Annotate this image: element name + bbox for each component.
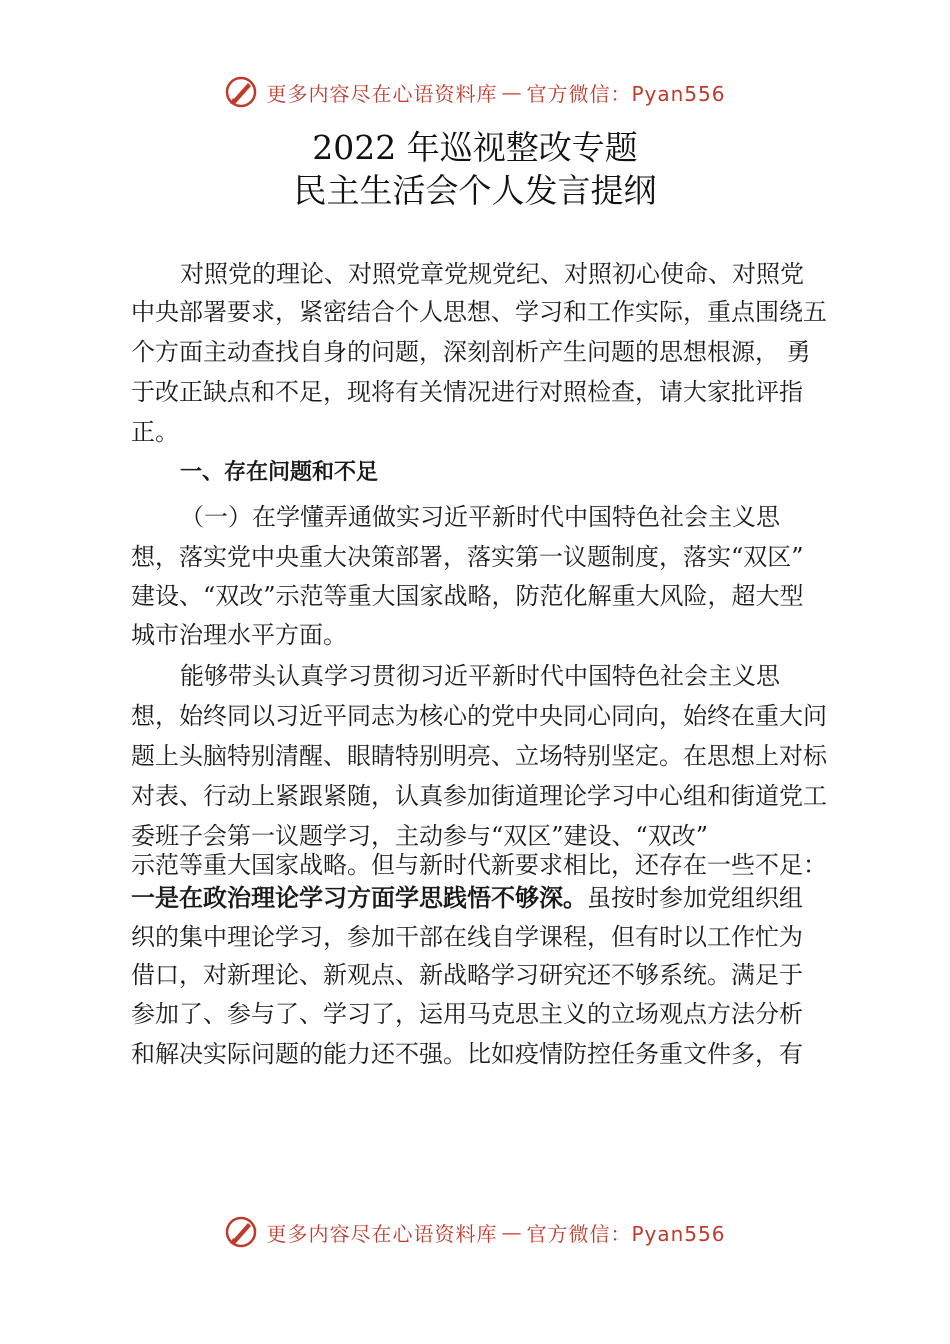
intro-line: 于改正缺点和不足，现将有关情况进行对照检查，请大家批评指 [131,378,803,406]
para2-line: 题上头脑特别清醒、眼睛特别明亮、立场特别坚定。在思想上对标 [131,742,827,770]
header-text: 更多内容尽在心语资料库 [266,81,498,106]
para3-line: 参加了、参与了、学习了，运用马克思主义的立场观点方法分析 [131,1000,803,1028]
sub1-line: 想，落实党中央重大决策部署，落实第一议题制度，落实“双区” [131,543,804,571]
para2-line: 对表、行动上紧跟紧随，认真参加街道理论学习中心组和街道党工 [131,782,827,810]
header-separator: — [501,80,523,104]
doc-title-line2: 民主生活会个人发言提纲 [293,171,657,210]
para3-line: 借口，对新理论、新观点、新战略学习研究还不够系统。满足于 [131,961,803,989]
intro-line: 对照党的理论、对照党章党规党纪、对照初心使命、对照党 [180,260,804,288]
header-banner [0,72,950,112]
intro-line: 中央部署要求，紧密结合个人思想、学习和工作实际，重点围绕五 [131,298,827,326]
footer-banner [0,1212,950,1252]
intro-line: 正。 [131,418,179,446]
point1-bold: 一是在政治理论学习方面学思践悟不够深。 [131,884,587,912]
para2-line: 想，始终同以习近平同志为核心的党中央同心同向，始终在重大问 [131,702,827,730]
para2-line: 能够带头认真学习贯彻习近平新时代中国特色社会主义思 [180,662,780,690]
sub1-line: （一）在学懂弄通做实习近平新时代中国特色社会主义思 [180,503,780,531]
sub1-line: 建设、“双改”示范等重大国家战略，防范化解重大风险，超大型 [131,582,804,610]
para2-line: 示范等重大国家战略。但与新时代新要求相比，还存在一些不足： [131,851,827,879]
para3-line: 织的集中理论学习，参加干部在线自学课程，但有时以工作忙为 [131,923,803,951]
doc-title-line1: 2022 年巡视整改专题 [312,128,638,167]
footer-wechat: 官方微信：Pyan556 [526,1221,726,1246]
pen-logo-icon [224,75,258,109]
point1-rest: 虽按时参加党组织组 [587,884,803,912]
header-wechat: 官方微信：Pyan556 [526,81,726,106]
pen-logo-icon [224,1215,258,1249]
para3-line: 和解决实际问题的能力还不强。比如疫情防控任务重文件多，有 [131,1040,803,1068]
point1-line [131,886,803,910]
sub1-line: 城市治理水平方面。 [131,621,347,649]
intro-line: 个方面主动查找自身的问题，深刻剖析产生问题的思想根源， 勇 [131,338,811,366]
para2-line: 委班子会第一议题学习，主动参与“双区”建设、“双改” [131,822,709,850]
footer-separator: — [501,1220,523,1244]
section-heading: 一、存在问题和不足 [180,460,379,485]
footer-text: 更多内容尽在心语资料库 [266,1221,498,1246]
